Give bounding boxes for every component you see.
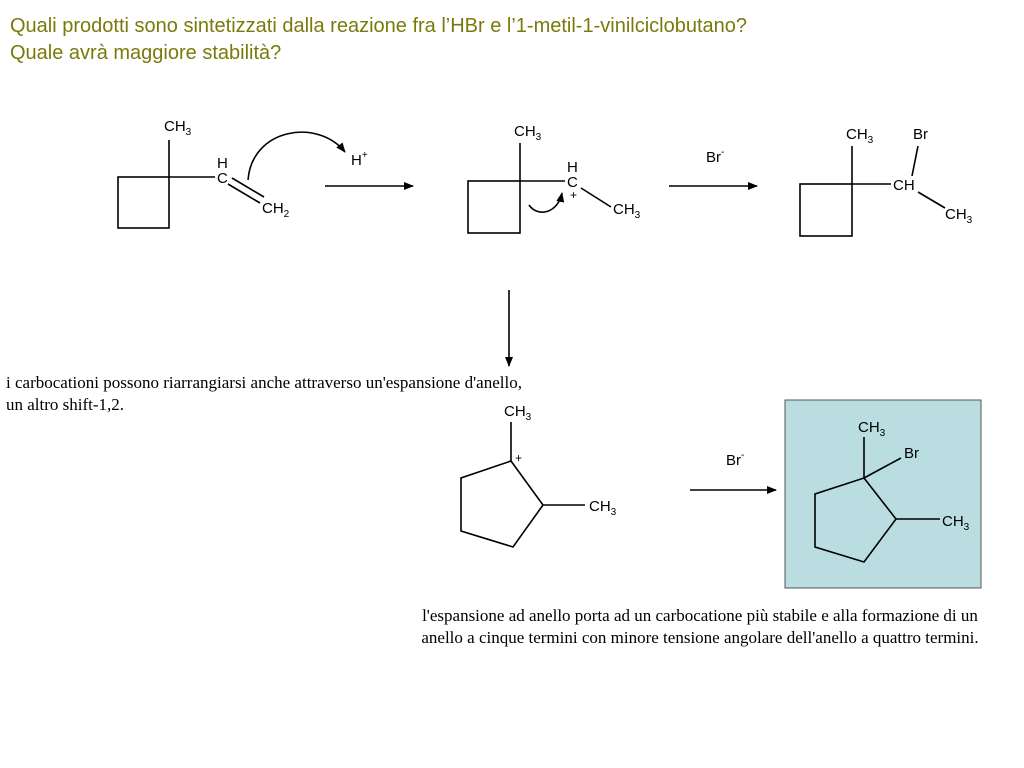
question-line-1: Quali prodotti sono sintetizzati dalla reazione fra l’HBr e l’1-metil-1-vinilciclobutano? bbox=[10, 15, 748, 37]
br-label: Br bbox=[913, 126, 928, 143]
h-plus-label: H+ bbox=[351, 150, 368, 169]
br-label: Br bbox=[904, 445, 919, 462]
ch3-label: $CH_3$ bbox=[613, 201, 641, 221]
positive-charge: + bbox=[515, 451, 523, 465]
h-label: H bbox=[217, 155, 228, 172]
ch3-label: $CH_3$ bbox=[858, 419, 886, 439]
ch3-label: $CH_3$ bbox=[945, 206, 973, 226]
ch3-label: $CH_3$ bbox=[504, 403, 532, 423]
curved-arrow-icon bbox=[529, 193, 562, 212]
ch3-label: $CH_3$ bbox=[846, 126, 874, 146]
positive-charge: + bbox=[570, 188, 578, 202]
curved-arrow-icon bbox=[248, 132, 345, 180]
carbocation-intermediate bbox=[468, 123, 641, 233]
ch3-label: $CH_3$ bbox=[514, 123, 542, 143]
ch2-label: $CH_2$ bbox=[262, 200, 290, 220]
question-line-2: Quale avrà maggiore stabilità? bbox=[10, 42, 282, 64]
c-label: C bbox=[217, 170, 228, 187]
rearrangement-note-line-1: i carbocationi possono riarrangiarsi anche attraverso un'espansione d'anello, bbox=[6, 373, 522, 392]
rearrangement-note-line-2: un altro shift-1,2. bbox=[6, 395, 125, 414]
ch-label: CH bbox=[893, 177, 915, 194]
ch3-label: $CH_3$ bbox=[164, 118, 192, 138]
bromide-label: Br- bbox=[726, 450, 745, 469]
direct-product bbox=[800, 126, 973, 236]
ch3-label: $CH_3$ bbox=[589, 498, 617, 518]
expanded-carbocation bbox=[461, 403, 617, 547]
rearrangement-note bbox=[6, 372, 522, 416]
bromide-label: Br- bbox=[706, 147, 725, 166]
starting-molecule bbox=[118, 118, 368, 228]
ch3-label: $CH_3$ bbox=[942, 513, 970, 533]
c-label: C bbox=[567, 174, 578, 191]
h-label: H bbox=[567, 159, 578, 176]
conclusion-note: l'espansione ad anello porta ad un carbocatione più stabile e alla formazione di un anello a cinque termini con minore tensione angolare dell'anello a quattro termini. bbox=[421, 606, 979, 647]
